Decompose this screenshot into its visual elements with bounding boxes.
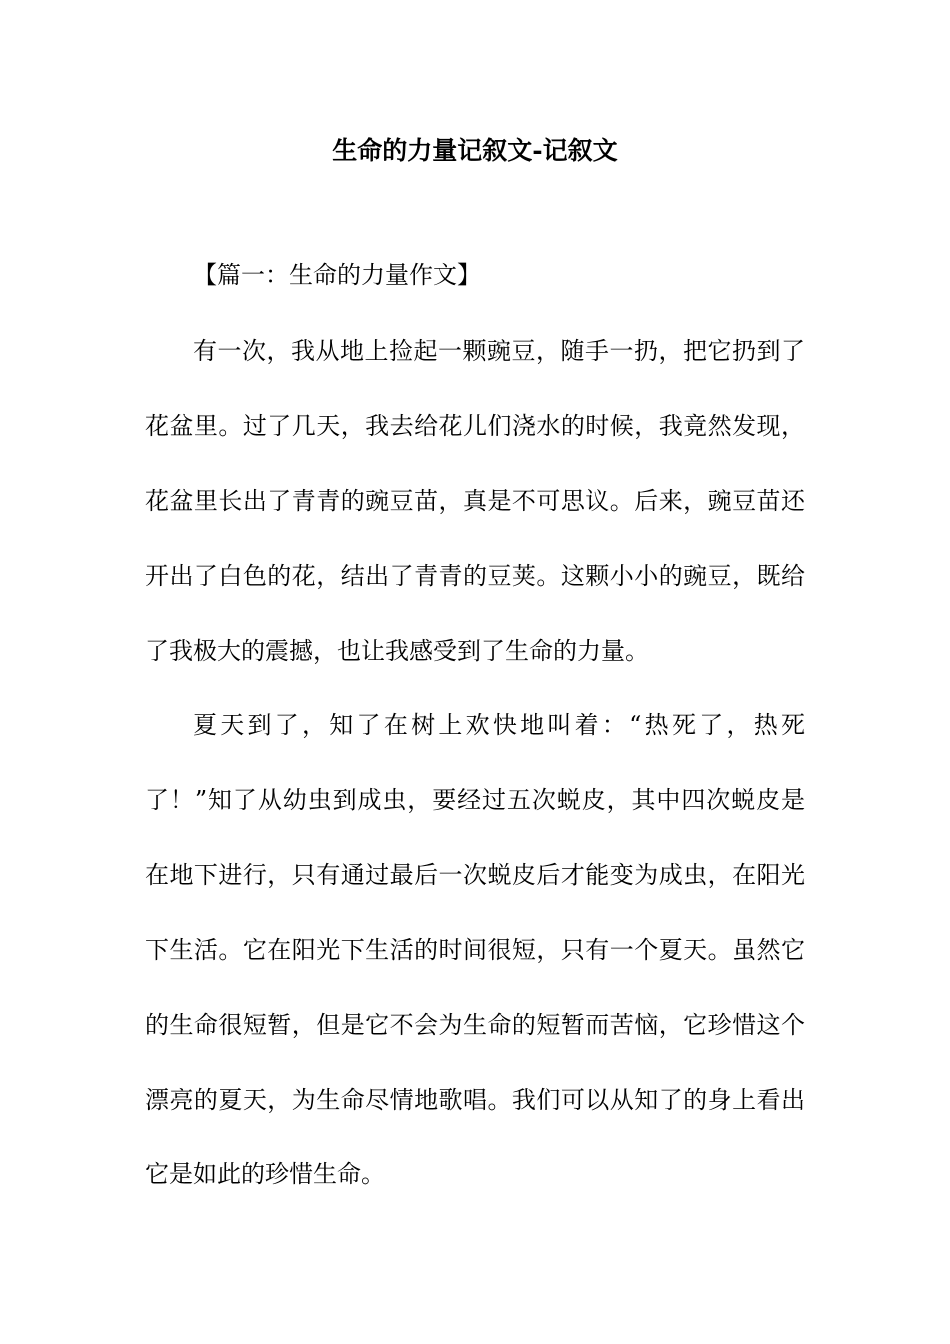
document-title: 生命的力量记叙文-记叙文 <box>332 136 618 165</box>
paragraph-2-line-4: 下生活。它在阳光下生活的时间很短，只有一个夏天。虽然它 <box>145 936 805 964</box>
paragraph-2-line-2: 了！”知了从幼虫到成虫，要经过五次蜕皮，其中四次蜕皮是 <box>145 786 805 814</box>
section-heading: 【篇一：生命的力量作文】 <box>193 261 481 289</box>
paragraph-1-line-5: 了我极大的震撼，也让我感受到了生命的力量。 <box>145 637 649 665</box>
paragraph-2-line-3: 在地下进行，只有通过最后一次蜕皮后才能变为成虫，在阳光 <box>145 861 805 889</box>
paragraph-2-line-5: 的生命很短暂，但是它不会为生命的短暂而苦恼，它珍惜这个 <box>145 1011 805 1039</box>
paragraph-2-line-7: 它是如此的珍惜生命。 <box>145 1160 385 1188</box>
paragraph-1-line-1: 有一次，我从地上捡起一颗豌豆，随手一扔，把它扔到了 <box>193 337 805 365</box>
paragraph-2-line-6: 漂亮的夏天，为生命尽情地歌唱。我们可以从知了的身上看出 <box>145 1086 805 1114</box>
paragraph-1-line-3: 花盆里长出了青青的豌豆苗，真是不可思议。后来，豌豆苗还 <box>145 487 805 515</box>
paragraph-1-line-2: 花盆里。过了几天，我去给花儿们浇水的时候，我竟然发现， <box>145 412 805 440</box>
paragraph-1-line-4: 开出了白色的花，结出了青青的豆荚。这颗小小的豌豆，既给 <box>145 562 805 590</box>
paragraph-2-line-1: 夏天到了，知了在树上欢快地叫着：“热死了，热死 <box>193 711 805 739</box>
